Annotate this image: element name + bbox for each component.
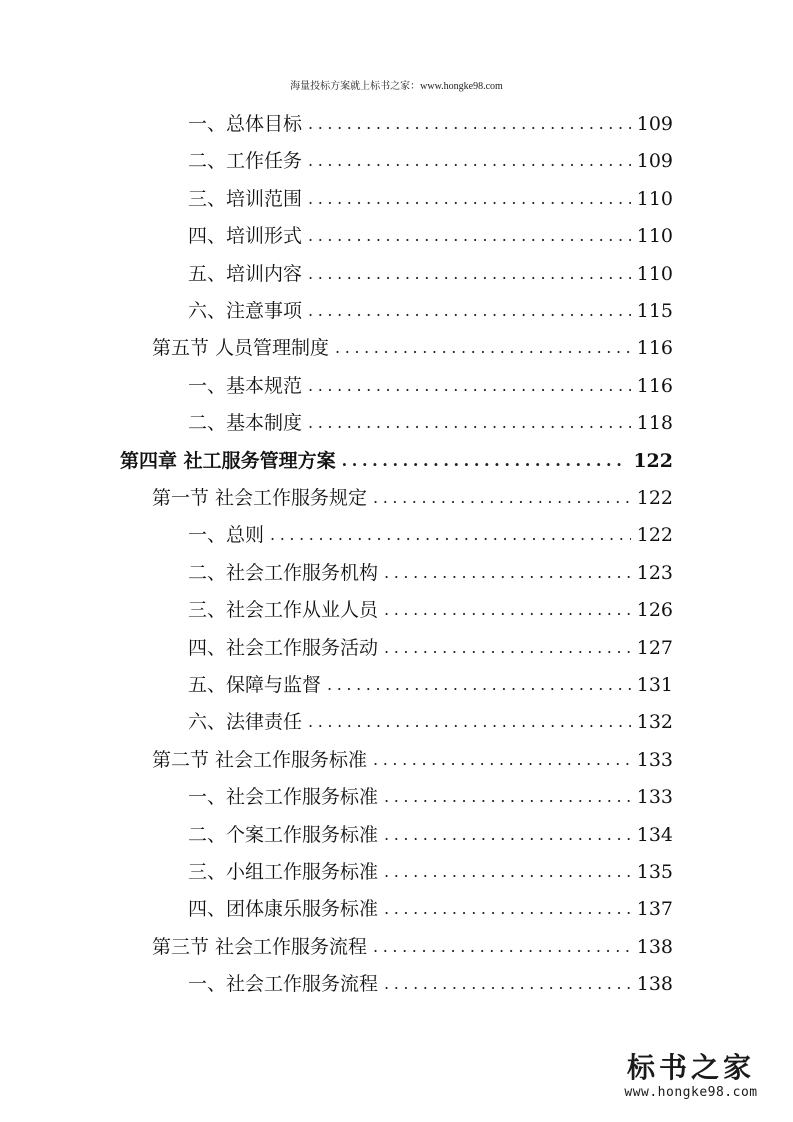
toc-leader-dots xyxy=(308,149,631,173)
toc-entry-title: 四、培训形式 xyxy=(188,225,303,248)
toc-entry-title: 二、工作任务 xyxy=(188,150,303,173)
toc-leader-dots xyxy=(308,262,631,286)
toc-entry-title: 第四章 社工服务管理方案 xyxy=(120,449,336,472)
toc-entry-title: 第二节 社会工作服务标准 xyxy=(152,748,368,771)
toc-leader-dots xyxy=(384,972,631,996)
toc-leader-dots xyxy=(373,486,631,510)
toc-leader-dots xyxy=(308,374,631,398)
toc-leader-dots xyxy=(308,299,631,323)
toc-entry-title: 第一节 社会工作服务规定 xyxy=(152,487,368,509)
toc-entry xyxy=(188,854,673,884)
toc-entry-title: 一、总体目标 xyxy=(188,113,303,135)
toc-entry-title: 五、培训内容 xyxy=(188,262,303,285)
toc-entry-title: 二、个案工作服务标准 xyxy=(188,823,379,846)
toc-entry-title: 一、总则 xyxy=(188,524,265,547)
toc-entry xyxy=(188,704,673,734)
toc-entry xyxy=(188,592,673,622)
toc-entry-page-number: 110 xyxy=(636,262,673,285)
toc-leader-dots xyxy=(335,336,631,360)
toc-entry-page-number: 122 xyxy=(636,524,673,547)
toc-entry-title: 三、社会工作从业人员 xyxy=(188,599,379,622)
toc-entry-page-number: 115 xyxy=(636,300,673,322)
toc-entry-page-number: 132 xyxy=(636,711,673,734)
toc-entry-page-number: 134 xyxy=(636,823,673,846)
toc-leader-dots xyxy=(327,673,631,697)
toc-entry-title: 四、团体康乐服务标准 xyxy=(188,898,379,921)
toc-entry-title: 三、培训范围 xyxy=(188,187,303,210)
toc-leader-dots xyxy=(384,860,631,884)
toc-entry-title: 六、法律责任 xyxy=(188,711,303,734)
toc-entry-page-number: 138 xyxy=(636,973,673,996)
toc-leader-dots xyxy=(270,523,631,547)
toc-leader-dots xyxy=(384,897,631,921)
toc-entry-title: 一、社会工作服务流程 xyxy=(188,973,379,996)
toc-entry-page-number: 122 xyxy=(633,449,673,472)
toc-leader-dots xyxy=(373,935,631,959)
toc-entry xyxy=(188,966,673,996)
toc-section-entry xyxy=(152,330,673,360)
toc-entry-title: 四、社会工作服务活动 xyxy=(188,636,379,659)
toc-entry-page-number: 109 xyxy=(636,113,673,135)
toc-entry xyxy=(188,630,673,660)
toc-leader-dots xyxy=(308,224,631,248)
toc-section-entry xyxy=(152,742,673,772)
toc-entry-page-number: 127 xyxy=(636,636,673,659)
toc-entry-page-number: 116 xyxy=(636,337,673,360)
toc-entry-title: 第三节 社会工作服务流程 xyxy=(152,935,368,958)
toc-leader-dots xyxy=(308,710,631,734)
toc-section-entry xyxy=(152,480,673,510)
toc-entry xyxy=(188,817,673,847)
toc-leader-dots xyxy=(384,561,631,585)
toc-entry xyxy=(188,779,673,809)
toc-entry-page-number: 123 xyxy=(636,561,673,584)
toc-leader-dots xyxy=(384,598,631,622)
toc-entry-page-number: 133 xyxy=(636,786,673,809)
toc-entry-title: 一、社会工作服务标准 xyxy=(188,786,379,809)
toc-entry-page-number: 110 xyxy=(636,225,673,248)
toc-section-entry xyxy=(152,929,673,959)
toc-leader-dots xyxy=(384,785,631,809)
toc-entry-page-number: 135 xyxy=(636,861,673,883)
toc-entry-title: 第五节 人员管理制度 xyxy=(152,337,330,360)
toc-leader-dots xyxy=(308,112,631,136)
toc-chapter-entry xyxy=(120,443,673,473)
toc-entry xyxy=(188,517,673,547)
toc-entry-title: 二、社会工作服务机构 xyxy=(188,561,379,584)
toc-entry-page-number: 138 xyxy=(636,935,673,958)
toc-entry-page-number: 109 xyxy=(636,150,673,173)
watermark-logo xyxy=(611,1051,771,1100)
toc-entry xyxy=(188,181,673,211)
toc-entry-title: 六、注意事项 xyxy=(188,300,303,322)
toc-entry-page-number: 110 xyxy=(636,187,673,210)
toc-entry xyxy=(188,256,673,286)
toc-entry xyxy=(188,891,673,921)
page-header: 海量投标方案就上标书之家：www.hongke98.com xyxy=(290,81,503,92)
toc-entry xyxy=(188,368,673,398)
toc-entry xyxy=(188,405,673,435)
toc-entry-page-number: 118 xyxy=(636,412,673,435)
toc-entry xyxy=(188,106,673,136)
toc-leader-dots xyxy=(384,636,631,660)
toc-entry-page-number: 122 xyxy=(636,487,673,509)
toc-entry xyxy=(188,293,673,323)
toc-entry-title: 一、基本规范 xyxy=(188,374,303,397)
toc-leader-dots xyxy=(373,748,631,772)
toc-entry xyxy=(188,555,673,585)
toc-entry xyxy=(188,218,673,248)
toc-entry-page-number: 126 xyxy=(636,599,673,622)
toc-entry-title: 五、保障与监督 xyxy=(188,674,322,696)
logo-title: 标书之家 xyxy=(626,1051,755,1084)
toc-leader-dots xyxy=(342,449,628,473)
toc-entry-page-number: 131 xyxy=(636,674,673,696)
toc-entry-title: 三、小组工作服务标准 xyxy=(188,861,379,883)
toc-leader-dots xyxy=(308,187,631,211)
toc-entry-page-number: 137 xyxy=(636,898,673,921)
toc-entry xyxy=(188,667,673,697)
toc-leader-dots xyxy=(308,411,631,435)
toc-entry-title: 二、基本制度 xyxy=(188,412,303,435)
toc-leader-dots xyxy=(384,823,631,847)
toc-entry xyxy=(188,143,673,173)
toc-entry-page-number: 133 xyxy=(636,748,673,771)
toc-entry-page-number: 116 xyxy=(636,374,673,397)
logo-url: www.hongke98.com xyxy=(624,1085,758,1100)
